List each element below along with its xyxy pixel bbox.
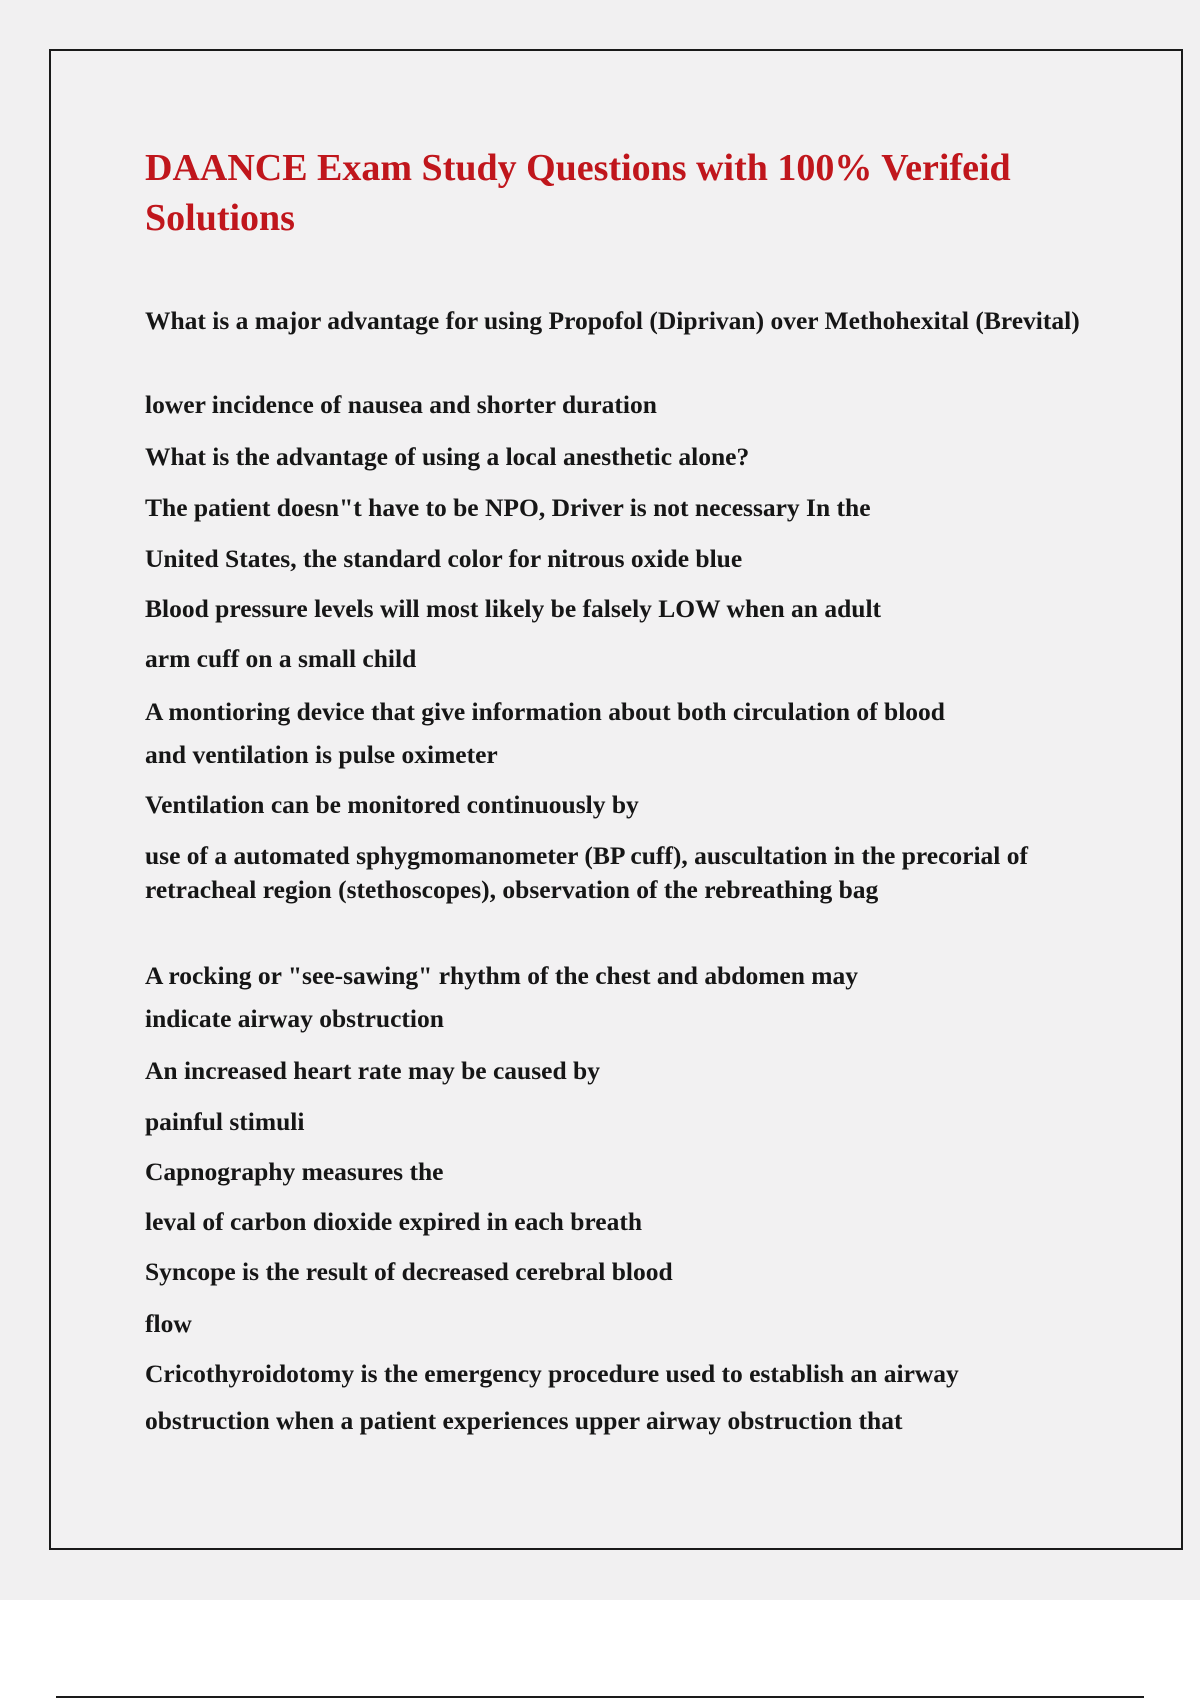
question-line: A montioring device that give information about both circulation of blood xyxy=(145,697,945,726)
footer-rule xyxy=(56,1696,1144,1698)
document-title: DAANCE Exam Study Questions with 100% Verifeid Solutions xyxy=(145,147,1011,239)
answer-line: The patient doesn"t have to be NPO, Driver is not necessary In the xyxy=(145,493,871,522)
question-line: A rocking or "see-sawing" rhythm of the chest and abdomen may xyxy=(145,961,859,990)
answer-line: painful stimuli xyxy=(145,1107,305,1136)
question-line: Syncope is the result of decreased cerebral blood xyxy=(145,1257,673,1286)
answer-line: indicate airway obstruction xyxy=(145,1004,444,1033)
question-line: Capnography measures the xyxy=(145,1157,444,1186)
question-line: Cricothyroidotomy is the emergency procedure used to establish an airway xyxy=(145,1359,959,1388)
answer-line: flow xyxy=(145,1309,192,1338)
question-line: Ventilation can be monitored continuously by xyxy=(145,790,639,819)
answer-line: obstruction when a patient experiences upper airway obstruction that xyxy=(145,1406,903,1435)
question-line: Blood pressure levels will most likely be falsely LOW when an adult xyxy=(145,594,882,623)
answer-line: arm cuff on a small child xyxy=(145,644,417,673)
answer-line: lower incidence of nausea and shorter duration xyxy=(145,390,657,419)
answer-line: United States, the standard color for nitrous oxide blue xyxy=(145,544,743,573)
answer-line: and ventilation is pulse oximeter xyxy=(145,740,498,769)
answer-line: leval of carbon dioxide expired in each breath xyxy=(145,1207,643,1236)
question-line: What is the advantage of using a local anesthetic alone? xyxy=(145,442,750,471)
question-line: An increased heart rate may be caused by xyxy=(145,1056,600,1085)
answer-line: use of a automated sphygmomanometer (BP cuff), auscultation in the precorial of retracheal region (stethoscopes), observation of the rebreathing bag xyxy=(145,841,1028,904)
question-line: What is a major advantage for using Propofol (Diprivan) over Methohexital (Brevital) xyxy=(145,306,1080,335)
